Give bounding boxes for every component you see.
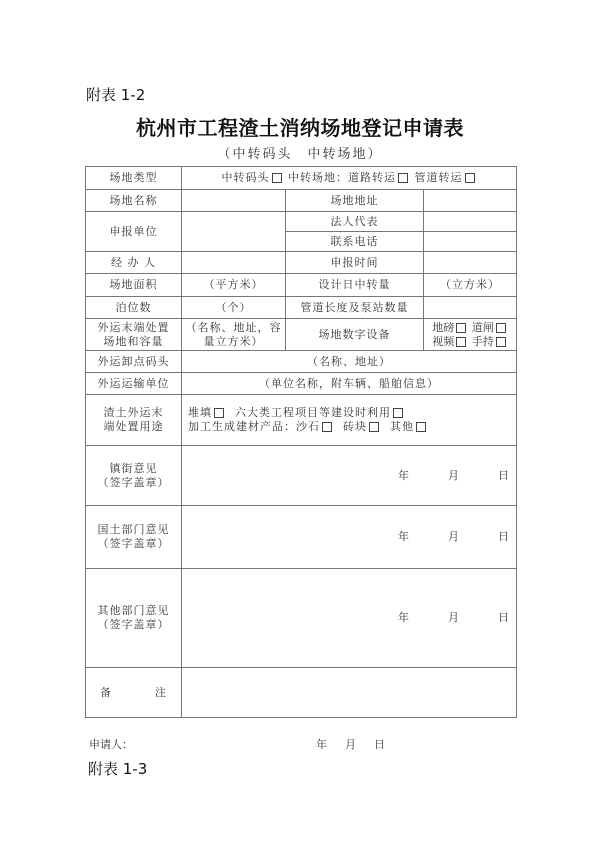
town-opinion-line1: 镇街意见 <box>109 461 158 475</box>
site-type-label: 场地类型 <box>86 167 182 190</box>
unload-dock-label: 外运卸点码头 <box>86 351 182 373</box>
apply-time-label: 申报时间 <box>286 252 424 274</box>
area-label: 场地面积 <box>86 274 182 297</box>
remark-label <box>86 668 182 718</box>
legal-rep-label: 法人代表 <box>286 212 424 232</box>
daily-volume-label: 设计日中转量 <box>286 274 424 297</box>
device-handheld-label: 手持 <box>471 334 494 348</box>
form-title: 杭州市工程渣土消纳场地登记申请表 <box>136 116 464 140</box>
day-label: 日 <box>498 611 511 624</box>
row-town-opinion <box>86 446 517 506</box>
pipeline-label: 管道长度及泵站数量 <box>286 297 424 319</box>
checkbox-fill[interactable] <box>214 408 224 418</box>
area-field[interactable]: （平方米） <box>182 274 286 297</box>
applicant-unit-field[interactable] <box>182 212 286 252</box>
checkbox-gate[interactable] <box>496 323 506 333</box>
town-opinion-field[interactable] <box>182 446 517 506</box>
land-opinion-label <box>86 506 182 569</box>
checkbox-pipeline[interactable] <box>465 173 475 183</box>
land-opinion-line1: 国土部门意见 <box>97 523 170 536</box>
town-opinion-line2: （签字盖章） <box>97 475 170 489</box>
usage-other-label: 其他 <box>390 420 414 433</box>
day-label: 日 <box>498 530 511 543</box>
land-opinion-field[interactable] <box>182 506 517 569</box>
transport-unit-label: 外运运输单位 <box>86 373 182 395</box>
year-label: 年 <box>398 611 411 624</box>
phone-label: 联系电话 <box>286 232 424 252</box>
terminal-site-hint-line2: 量立方米） <box>203 334 264 348</box>
row-unload-dock <box>86 351 517 373</box>
usage-label-line2: 端处置用途 <box>103 420 164 433</box>
month-label: 月 <box>448 468 461 482</box>
terminal-site-hint-line1: （名称、地址，容 <box>185 320 282 334</box>
option-dock-label: 中转码头 <box>221 171 270 184</box>
checkbox-weighbridge[interactable] <box>456 323 466 333</box>
remark-label-a: 备 <box>100 685 112 699</box>
checkbox-brick[interactable] <box>369 422 379 432</box>
applicant-date <box>316 736 403 752</box>
device-gate-label: 道闸 <box>471 320 494 334</box>
site-type-options <box>182 167 517 190</box>
berths-label: 泊位数 <box>86 297 182 319</box>
terminal-site-label-line2: 场地和容量 <box>103 334 164 348</box>
day-label: 日 <box>498 468 511 482</box>
year-label: 年 <box>398 530 411 543</box>
form-subtitle: （中转码头 中转场地） <box>217 147 383 162</box>
handler-label: 经 办 人 <box>86 252 182 274</box>
month-label: 月 <box>448 611 461 624</box>
row-site-type <box>86 167 517 190</box>
row-transport-unit <box>86 373 517 395</box>
apply-time-field[interactable] <box>424 252 517 274</box>
month-label: 月 <box>448 530 461 543</box>
terminal-site-field[interactable] <box>182 319 286 351</box>
checkbox-other[interactable] <box>416 422 426 432</box>
site-address-field[interactable] <box>424 190 517 212</box>
other-opinion-label <box>86 569 182 668</box>
appendix-label: 附表 1-2 <box>86 86 146 104</box>
remark-label-b: 注 <box>155 685 167 699</box>
row-other-opinion <box>86 569 517 668</box>
next-appendix-label: 附表 1-3 <box>88 760 148 778</box>
footer-month: 月 <box>345 738 356 751</box>
terminal-site-label-line1: 外运末端处置 <box>97 320 170 334</box>
row-berths <box>86 297 517 319</box>
applicant-unit-label: 申报单位 <box>86 212 182 252</box>
transport-unit-field[interactable]: （单位名称，附车辆、船舶信息） <box>182 373 517 395</box>
checkbox-road[interactable] <box>398 173 408 183</box>
row-legal-rep <box>86 212 517 232</box>
checkbox-six[interactable] <box>393 408 403 418</box>
checkbox-handheld[interactable] <box>496 337 506 347</box>
usage-label <box>86 395 182 446</box>
remark-field[interactable] <box>182 668 517 718</box>
other-opinion-field[interactable] <box>182 569 517 668</box>
usage-six-label: 六大类工程项目等建设时利用 <box>235 406 391 419</box>
site-name-field[interactable] <box>182 190 286 212</box>
usage-brick-label: 砖块 <box>343 420 367 433</box>
berths-field[interactable]: （个） <box>182 297 286 319</box>
row-site-name <box>86 190 517 212</box>
other-opinion-line1: 其他部门意见 <box>97 604 170 617</box>
legal-rep-field[interactable] <box>424 212 517 232</box>
option-pipeline-label: 管道转运 <box>414 171 463 184</box>
checkbox-video[interactable] <box>456 337 466 347</box>
footer-year: 年 <box>316 738 327 751</box>
town-opinion-label <box>86 446 182 506</box>
registration-form-table <box>85 166 517 718</box>
row-usage <box>86 395 517 446</box>
row-land-opinion <box>86 506 517 569</box>
usage-fill-label: 堆填 <box>188 406 212 419</box>
pipeline-field[interactable] <box>424 297 517 319</box>
device-weighbridge-label: 地磅 <box>432 320 455 334</box>
year-label: 年 <box>398 468 411 482</box>
device-video-label: 视频 <box>432 334 455 348</box>
site-name-label: 场地名称 <box>86 190 182 212</box>
row-remark <box>86 668 517 718</box>
terminal-site-label <box>86 319 182 351</box>
handler-field[interactable] <box>182 252 286 274</box>
footer-day: 日 <box>374 738 385 751</box>
row-area <box>86 274 517 297</box>
digital-devices-options <box>424 319 517 351</box>
usage-label-line1: 渣土外运末 <box>103 406 164 419</box>
checkbox-sand[interactable] <box>322 422 332 432</box>
row-handler <box>86 252 517 274</box>
usage-options <box>182 395 517 446</box>
row-terminal-site <box>86 319 517 351</box>
site-address-label: 场地地址 <box>286 190 424 212</box>
unload-dock-field[interactable]: （名称、地址） <box>182 351 517 373</box>
option-road-label: 中转场地：道路转运 <box>288 171 396 184</box>
applicant-label: 申请人： <box>89 738 133 751</box>
land-opinion-line2: （签字盖章） <box>97 537 170 550</box>
phone-field[interactable] <box>424 232 517 252</box>
checkbox-dock[interactable] <box>272 173 282 183</box>
other-opinion-line2: （签字盖章） <box>97 618 170 631</box>
digital-devices-label: 场地数字设备 <box>286 319 424 351</box>
daily-volume-field[interactable]: （立方米） <box>424 274 517 297</box>
usage-sand-label: 加工生成建材产品：沙石 <box>188 420 320 433</box>
